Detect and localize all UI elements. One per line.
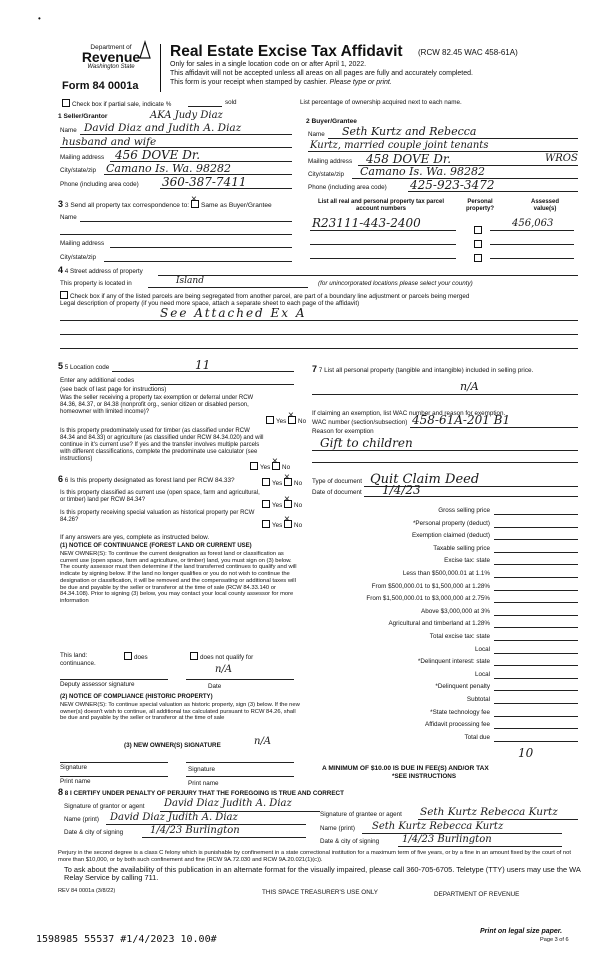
ownership-note: List percentage of ownership acquired next to each name. (300, 99, 462, 106)
tax-row-field[interactable] (494, 552, 578, 553)
tax-row-field[interactable] (494, 539, 578, 540)
located-in-label: This property is located in (60, 280, 132, 287)
land-does-not-option: does not qualify for (190, 652, 253, 661)
buyer-wros: WROS (545, 153, 578, 164)
buyer-phone-label: Phone (including area code) (308, 184, 387, 191)
land-does-not-checkbox[interactable] (190, 652, 198, 660)
tax-row-field[interactable] (494, 741, 578, 742)
seller-name-label: Name (60, 127, 77, 134)
tax-row-label: Affidavit processing fee (425, 721, 490, 729)
footer-dept: DEPARTMENT OF REVENUE (434, 891, 520, 898)
personal-property-list-label: 7 7 List all personal property (tangible and intangible) included in selling price. (312, 364, 534, 374)
grantee-signature[interactable]: Seth Kurtz Rebecca Kurtz (420, 806, 558, 818)
buyer-name-label: Name (308, 131, 325, 138)
doc-date-value[interactable]: 1/4/23 (382, 483, 421, 497)
reason-label: Reason for exemption (312, 428, 374, 435)
section3-city-label: City/state/zip (60, 254, 97, 261)
new-owner-na: n/A (254, 736, 272, 747)
tax-row-field[interactable] (494, 615, 578, 616)
notice2-body: NEW OWNER(S): To continue special valuation as historic property, sign (3) below. If the new owner(s) doesn't wish to continue, all additional tax calculated pursuant to RCW 84.26, shall be due and payable by the seller or transferor at the time of sale (60, 702, 300, 722)
section3-heading: 3 3 Send all property tax correspondence to: × Same as Buyer/Grantee (58, 194, 272, 209)
location-code-label: 5 5 Location code (58, 361, 110, 371)
current-use-question: Is this property classified as current use (open space, farm and agricultural, or timber) land per RCW 84.34? (60, 490, 260, 503)
buyer-city-label: City/state/zip (308, 171, 345, 178)
seller-city-label: City/state/zip (60, 167, 97, 174)
notice1-title: (1) NOTICE OF CONTINUANCE (FOREST LAND OR CURRENT USE) (60, 543, 252, 549)
personal-property-header: Personal property? (465, 199, 494, 213)
partial-sale-suffix: sold (225, 99, 237, 106)
exemption-question: Was the seller receiving a property tax exemption or deferral under RCW 84.36, 84.37, or 84.38 (nonprofit org., senior citizen or disabled person, homeowner with limited income)? (60, 395, 254, 415)
section3-mailing-label: Mailing address (60, 240, 105, 247)
notice2-title: (2) NOTICE OF COMPLIANCE (HISTORIC PROPERTY) (60, 694, 213, 700)
forest-question: 6 6 Is this property designated as forest land per RCW 84.33? (58, 474, 235, 484)
grantee-name-label: Name (print) (320, 825, 355, 832)
doc-type-value[interactable]: Quit Claim Deed (370, 472, 480, 487)
tax-row-label: Exemption claimed (deduct) (411, 532, 490, 540)
seller-phone-label: Phone (including area code) (60, 181, 139, 188)
reason-value[interactable]: Gift to children (320, 436, 413, 450)
this-land-label: This land: (60, 652, 88, 659)
any-yes-note: If any answers are yes, complete as instructed below. (60, 534, 210, 541)
owner-signature-label-2: Signature (188, 766, 215, 773)
buyer-phone[interactable]: 425-923-3472 (410, 178, 495, 192)
tax-row-field[interactable] (494, 527, 578, 528)
seller-heading: 1 Seller/Grantor (58, 113, 108, 120)
located-in-value[interactable]: Island (176, 276, 204, 286)
page-number: Page 3 of 6 (540, 937, 569, 943)
tax-row-label: Above $3,000,000 at 3% (421, 607, 490, 615)
forest-yes-no: Yes × No (262, 478, 302, 487)
logo-state: Washington State (87, 64, 135, 70)
partial-pct-line (188, 106, 222, 107)
seller-address-label: Mailing address (60, 154, 105, 161)
section4-heading: 4 4 Street address of property (58, 265, 143, 275)
cashier-stamp: 1598985 55537 #1/4/2023 10.00# (36, 934, 217, 945)
notice1-body: NEW OWNER(S): To continue the current designation as forest land or classification as current use (open space, farm and agriculture, or timber) land, you must sign on (3) below. The county assessor must then determine if the land transferred continues to qualify and will indicate by signing below. If the land no longer qualifies or you do not wish to continue the designation or classification, it will be removed and the compensating or additional taxes will be due and payable by the seller or transferor at the time of sale (RCW 84.33.140 or 84.34.108). Prior to signing (3) below, you may contact your local county assessor for more information (60, 551, 297, 604)
land-does-option: does (124, 652, 148, 661)
tax-row-field[interactable] (494, 703, 578, 704)
rcw-reference: (RCW 82.45 WAC 458-61A) (418, 48, 518, 57)
forest-yes-checkbox[interactable] (262, 478, 270, 486)
parcel-number[interactable]: R23111-443-2400 (312, 216, 421, 230)
timber-yes-checkbox[interactable] (250, 462, 258, 470)
tax-row-field[interactable] (494, 653, 578, 654)
seller-city[interactable]: Camano Is. Wa. 98282 (106, 162, 232, 175)
exemption-yes-checkbox[interactable] (266, 416, 274, 424)
forest-no-checkbox[interactable]: × (284, 478, 292, 486)
minimum-due-note: A MINIMUM OF $10.00 IS DUE IN FEE(S) AND/OR TAX (322, 765, 489, 772)
location-code-value[interactable]: 11 (195, 358, 211, 372)
tax-row-label: *Delinquent interest: state (417, 658, 490, 666)
grantor-name-label: Name (print) (64, 816, 99, 823)
treasurer-label: THIS SPACE TREASURER'S USE ONLY (262, 889, 378, 896)
tax-row-label: From $500,000.01 to $1,500,000 at 1.28% (371, 582, 490, 590)
additional-codes-label: Enter any additional codes (60, 377, 135, 384)
certify-heading: 8 8 I CERTIFY UNDER PENALTY OF PERJURY THAT THE FOREGOING IS TRUE AND CORRECT (58, 787, 344, 797)
tax-row-label: Local (474, 645, 490, 653)
tax-row-label: Less than $500,000.01 at 1.1% (402, 570, 490, 577)
tax-row-label: Agricultural and timberland at 1.28% (388, 620, 490, 628)
deputy-signature-label: Deputy assessor signature (60, 681, 135, 688)
assessed-value-header: Assessed value(s) (530, 199, 560, 213)
grantor-date[interactable]: 1/4/23 Burlington (150, 825, 240, 836)
timber-yes-no: Yes × No (250, 462, 290, 471)
grantor-name[interactable]: David Diaz Judith A. Diaz (110, 812, 238, 823)
wa-logo-icon (138, 40, 152, 60)
exemption-note: If claiming an exemption, list WAC number and reason for exemption. (312, 410, 506, 417)
continuance-label: continuance. (60, 660, 96, 667)
partial-sale-checkbox[interactable] (62, 99, 70, 107)
wac-label: WAC number (section/subsection) (312, 419, 408, 426)
tax-row-label: Total due (464, 733, 490, 741)
buyer-city[interactable]: Camano Is. Wa. 98282 (360, 165, 486, 178)
seller-name-2[interactable]: husband and wife (62, 136, 157, 148)
tax-row-label: Gross selling price (438, 507, 490, 514)
buyer-name-2[interactable]: Kurtz, married couple joint tenants (310, 140, 489, 151)
owner-print-name-2: Print name (188, 780, 219, 787)
parcel-header: List all real and personal property tax parcel account numbers (317, 199, 445, 213)
tax-row-field[interactable] (494, 728, 578, 729)
doc-date-label: Date of document (312, 489, 362, 496)
historic-yes-no: Yes × No (262, 520, 302, 529)
availability-notice: To ask about the availability of this publication in an alternate format for the visually impaired, please call 360-705-6705. Teletype (TTY) users may use the WA Relay Service by calling 711. (64, 865, 581, 883)
legal-paper-note: Print on legal size paper. (480, 928, 563, 935)
historic-question: Is this property receiving special valuation as historical property per RCW 84.26? (60, 510, 255, 523)
wac-value[interactable]: 458-61A-201 B1 (412, 413, 511, 427)
grantee-signature-label: Signature of grantee or agent (320, 811, 402, 818)
header-line-3: This form is your receipt when stamped by cashier. Please type or print. (170, 79, 392, 86)
form-number: Form 84 0001a (62, 80, 139, 92)
owner-signature-label-1: Signature (60, 764, 87, 771)
grantor-signature-label: Signature of grantor or agent (64, 803, 145, 810)
historic-no-checkbox[interactable]: × (284, 520, 292, 528)
buyer-heading: 2 Buyer/Grantee (306, 118, 357, 125)
see-instructions-note: *SEE INSTRUCTIONS (392, 773, 457, 780)
doc-type-label: Type of document (312, 478, 363, 485)
logo-revenue: Revenue (81, 49, 141, 65)
tax-row-field[interactable] (494, 678, 578, 679)
segregated-checkbox[interactable] (60, 291, 68, 299)
buyer-name[interactable]: Seth Kurtz and Rebecca (342, 125, 477, 138)
exemption-yes-no: Yes × No (266, 416, 306, 425)
tax-row-label: *State technology fee (430, 708, 490, 716)
grantee-date[interactable]: 1/4/23 Burlington (402, 834, 492, 845)
exemption-no-checkbox[interactable]: × (288, 416, 296, 424)
tax-row-field[interactable] (494, 627, 578, 628)
buyer-address[interactable]: 458 DOVE Dr. (366, 152, 452, 166)
historic-yes-checkbox[interactable] (262, 520, 270, 528)
seller-phone[interactable]: 360-387-7411 (162, 175, 247, 189)
grantor-signature[interactable]: David Diaz Judith A. Diaz (164, 798, 292, 809)
timber-no-checkbox[interactable]: × (272, 462, 280, 470)
partial-sale-row: Check box if partial sale, indicate % (62, 99, 171, 108)
segregated-row: Check box if any of the listed parcels are being segregated from another parcel, are part of a boundary line adjustment or parcels being merged (60, 291, 469, 300)
personal-property-value[interactable]: n/A (460, 380, 479, 393)
tax-row-label: *Personal property (deduct) (412, 519, 490, 527)
seller-address[interactable]: 456 DOVE Dr. (115, 148, 201, 162)
buyer-address-label: Mailing address (308, 158, 353, 165)
header-divider (160, 44, 161, 92)
header-line-1: Only for sales in a single location code on or after April 1, 2022. (170, 61, 367, 68)
header-line-2: This affidavit will not be accepted unless all areas on all pages are fully and accurately completed. (170, 70, 473, 77)
same-as-buyer-checkbox[interactable]: × (191, 200, 199, 208)
grantee-name[interactable]: Seth Kurtz Rebecca Kurtz (372, 821, 504, 832)
tax-row-field[interactable] (494, 690, 578, 691)
tax-row-field[interactable] (494, 577, 578, 578)
deputy-date-label: Date (208, 683, 222, 690)
deputy-na: n/A (215, 664, 233, 675)
legal-description-label: Legal description of property (if you need more space, attach a separate sheet to each page of the affidavit) (60, 300, 360, 307)
tax-row-label: Total excise tax: state (429, 633, 490, 640)
tax-row-label: Subtotal (466, 696, 490, 703)
scan-dot: • (38, 14, 41, 23)
located-in-note: (for unincorporated locations please select your county) (318, 280, 473, 287)
tax-row-field[interactable] (494, 590, 578, 591)
tax-row-label: Taxable selling price (433, 544, 490, 552)
current-use-yes-checkbox[interactable] (262, 500, 270, 508)
tax-row-field[interactable] (494, 640, 578, 641)
revision-label: REV 84 0001a (3/8/22) (58, 888, 116, 894)
personal-property-checkbox-3[interactable] (474, 248, 484, 266)
form-title: Real Estate Excise Tax Affidavit (170, 43, 403, 60)
tax-row-label: From $1,500,000.01 to $3,000,000 at 2.75% (366, 595, 490, 603)
tax-row-label: Local (474, 670, 490, 678)
logo-dept: Department of (90, 44, 132, 51)
tax-row-field[interactable] (494, 602, 578, 603)
tax-row-field[interactable] (494, 716, 578, 717)
assessed-value[interactable]: 456,063 (512, 218, 554, 229)
seller-aka: AKA Judy Diaz (150, 110, 223, 121)
see-list-note: (see back of last page for instructions) (60, 386, 167, 393)
grantor-date-label: Date & city of signing (64, 829, 124, 836)
total-due-value[interactable]: 10 (518, 746, 534, 760)
current-use-no-checkbox[interactable]: × (284, 500, 292, 508)
tax-row-field[interactable] (494, 514, 578, 515)
land-does-checkbox[interactable] (124, 652, 132, 660)
legal-description-value[interactable]: See Attached Ex A (160, 306, 307, 320)
perjury-notice: Perjury in the second degree is a class C felony which is punishable by confinement in a state correctional institution for a maximum term of five years, or by a fine in an amount fixed by the court of not more than $10,000, or by both such confinement and fine (RCW 9A.72.030 and RCW 9A.20.021(1)(c)). (58, 850, 571, 863)
timber-question: Is this property predominately used for timber (as classified under RCW 84.34 and 84.33) or agriculture (as classified under RCW 84.34.020) and will continue in it's current use? If yes and the transfer involves multiple parcels with different classifications, complete the predominate use calculator (see instructions) (60, 428, 264, 462)
owner-print-name-1: Print name (60, 778, 91, 785)
grantee-date-label: Date & city of signing (320, 838, 380, 845)
new-owner-signature-label: (3) NEW OWNER(S) SIGNATURE (124, 742, 221, 749)
tax-row-field[interactable] (494, 665, 578, 666)
section3-name-label: Name (60, 214, 77, 221)
tax-row-label: *Delinquent penalty (435, 683, 490, 691)
tax-row-label: Excise tax: state (444, 557, 490, 565)
current-use-yes-no: Yes × No (262, 500, 302, 509)
tax-row-field[interactable] (494, 564, 578, 565)
seller-name[interactable]: David Diaz and Judith A. Diaz (84, 122, 242, 134)
